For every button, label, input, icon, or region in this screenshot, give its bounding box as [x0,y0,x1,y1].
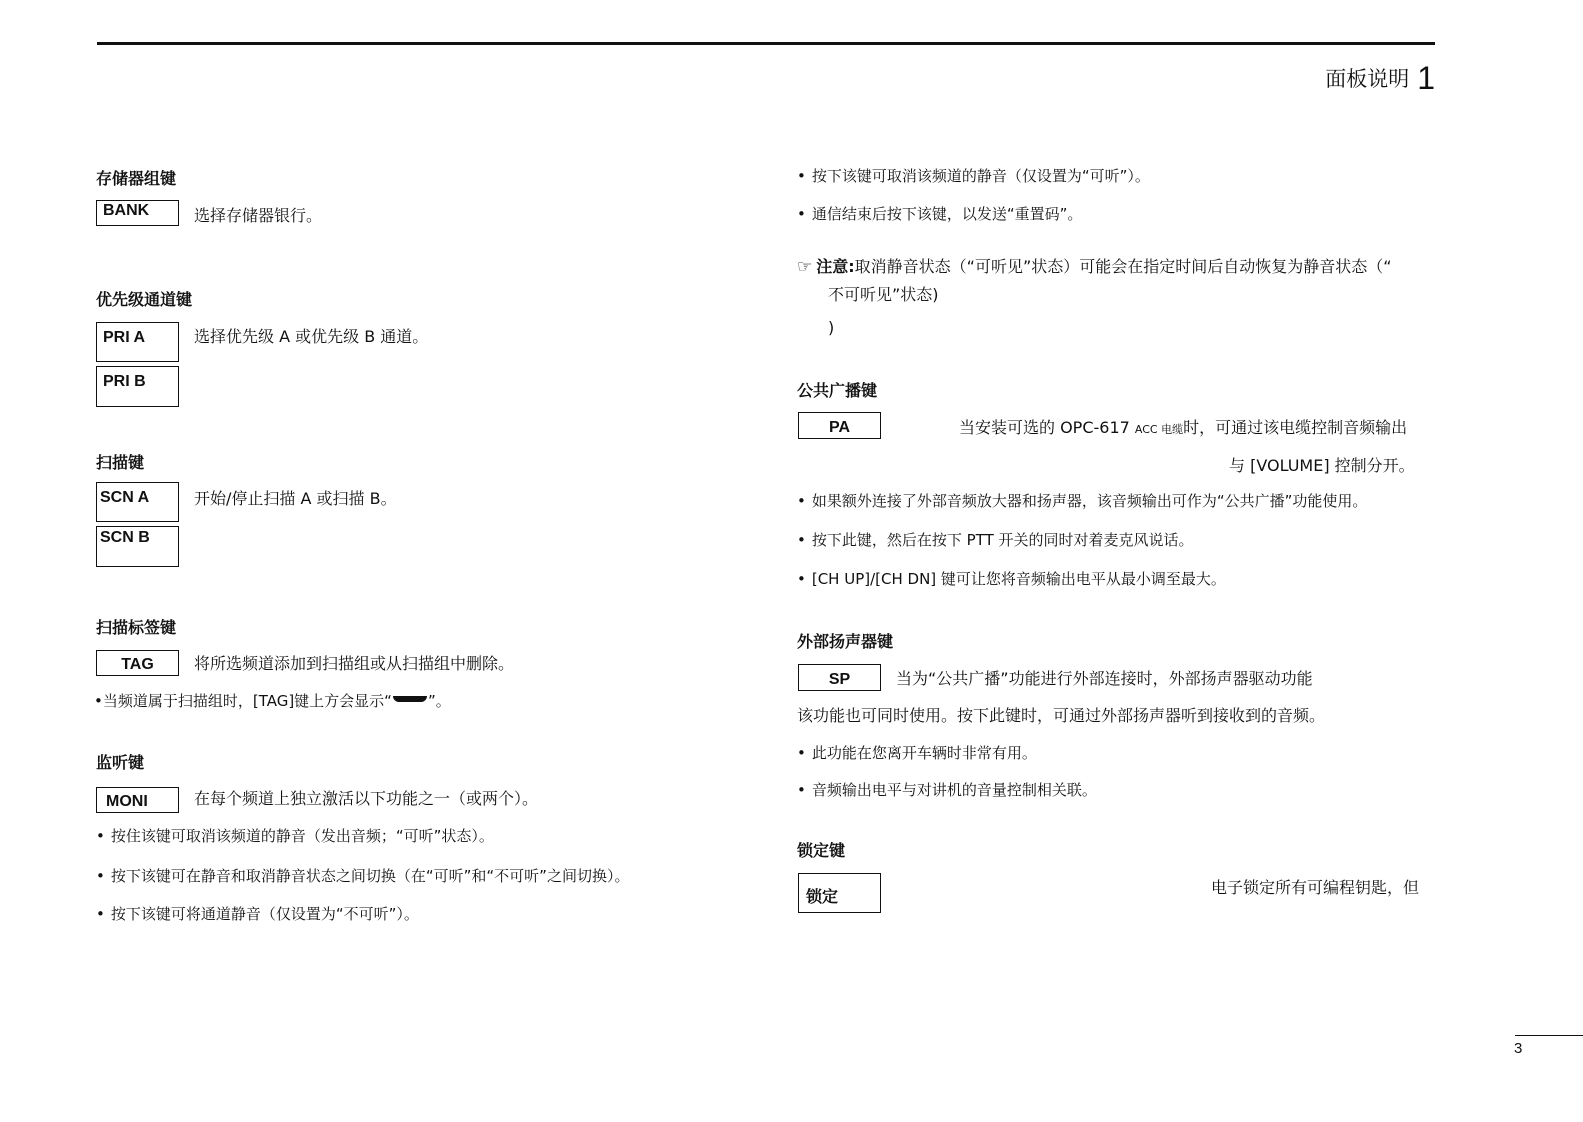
note-line-2: 不可听见”状态) [828,285,939,304]
sp-desc: 当为“公共广播”功能进行外部连接时，外部扬声器驱动功能 [896,669,1313,688]
moni-cont-bullet-1: • 按下该键可取消该频道的静音（仅设置为“可听”）。 [797,167,1150,185]
sp-bullet-2: • 音频输出电平与对讲机的音量控制相关联。 [797,781,1097,799]
pa-heading: 公共广播键 [797,381,878,400]
moni-key[interactable]: MONI [96,787,179,813]
note-line-1: ☞ 注意:取消静音状态（“可听见”状态）可能会在指定时间后自动恢复为静音状态（“ [797,257,1392,277]
scan-heading: 扫描键 [96,453,145,472]
moni-cont-bullet-2: • 通信结束后按下该键，以发送“重置码”。 [797,205,1083,223]
chapter-number: 1 [1417,60,1435,96]
pri-a-key[interactable]: PRI A [96,322,179,362]
tag-note-before: •当频道属于扫描组时，[TAG]键上方会显示“ [94,692,392,710]
pa-key[interactable]: PA [798,412,881,439]
bank-desc: 选择存储器银行。 [194,206,323,225]
top-rule [97,42,1435,45]
sp-heading: 外部扬声器键 [797,632,894,651]
priority-desc: 选择优先级 A 或优先级 B 通道。 [194,327,429,346]
moni-bullet-1: • 按住该键可取消该频道的静音（发出音频；“可听”状态）。 [96,827,494,845]
pointing-hand-icon: ☞ [797,257,813,277]
moni-bullet-2: • 按下该键可在静音和取消静音状态之间切换（在“可听”和“不可听”之间切换）。 [96,867,630,885]
tag-desc: 将所选频道添加到扫描组或从扫描组中删除。 [194,654,515,673]
page-number: 3 [1514,1040,1523,1057]
moni-heading: 监听键 [96,753,145,772]
priority-heading: 优先级通道键 [96,290,193,309]
lock-heading: 锁定键 [797,841,846,860]
sp-bullet-1: • 此功能在您离开车辆时非常有用。 [797,744,1037,762]
moni-bullet-3: • 按下该键可将通道静音（仅设置为“不可听”）。 [96,905,419,923]
page-header [1325,60,1435,97]
bank-key[interactable]: BANK [96,200,179,226]
pa-bullet-2: • 按下此键，然后在按下 PTT 开关的同时对着麦克风说话。 [797,531,1194,549]
scan-desc: 开始/停止扫描 A 或扫描 B。 [194,489,397,508]
tag-note-after: ”。 [427,692,451,710]
pri-b-key[interactable]: PRI B [96,366,179,407]
note-label: 注意: [816,257,855,276]
pa-desc: 当安装可选的 OPC-617 ACC 电缆时，可通过该电缆控制音频输出 [959,418,1408,437]
header-title: 面板说明 [1325,67,1410,91]
moni-desc: 在每个频道上独立激活以下功能之一（或两个）。 [194,789,539,808]
pa-bullet-3: • [CH UP]/[CH DN] 键可让您将音频输出电平从最小调至最大。 [797,570,1226,588]
scn-a-key[interactable]: SCN A [96,482,179,522]
tag-note [94,690,451,711]
lock-key[interactable]: 锁定 [798,873,881,913]
tag-indicator-icon [393,696,427,702]
note-line-3: ) [828,318,835,337]
bank-heading: 存储器组键 [96,169,177,188]
lock-desc: 电子锁定所有可编程钥匙，但 [1211,878,1420,897]
scn-b-key[interactable]: SCN B [96,526,179,567]
sp-key[interactable]: SP [798,664,881,691]
tag-heading: 扫描标签键 [96,618,177,637]
page-number-rule [1515,1035,1583,1036]
pa-bullet-1: • 如果额外连接了外部音频放大器和扬声器，该音频输出可作为“公共广播”功能使用。 [797,492,1368,510]
tag-key[interactable]: TAG [96,650,179,676]
pa-desc-line-2: 与 [VOLUME] 控制分开。 [1229,456,1415,475]
sp-desc-line-2: 该功能也可同时使用。按下此键时，可通过外部扬声器听到接收到的音频。 [797,706,1326,725]
